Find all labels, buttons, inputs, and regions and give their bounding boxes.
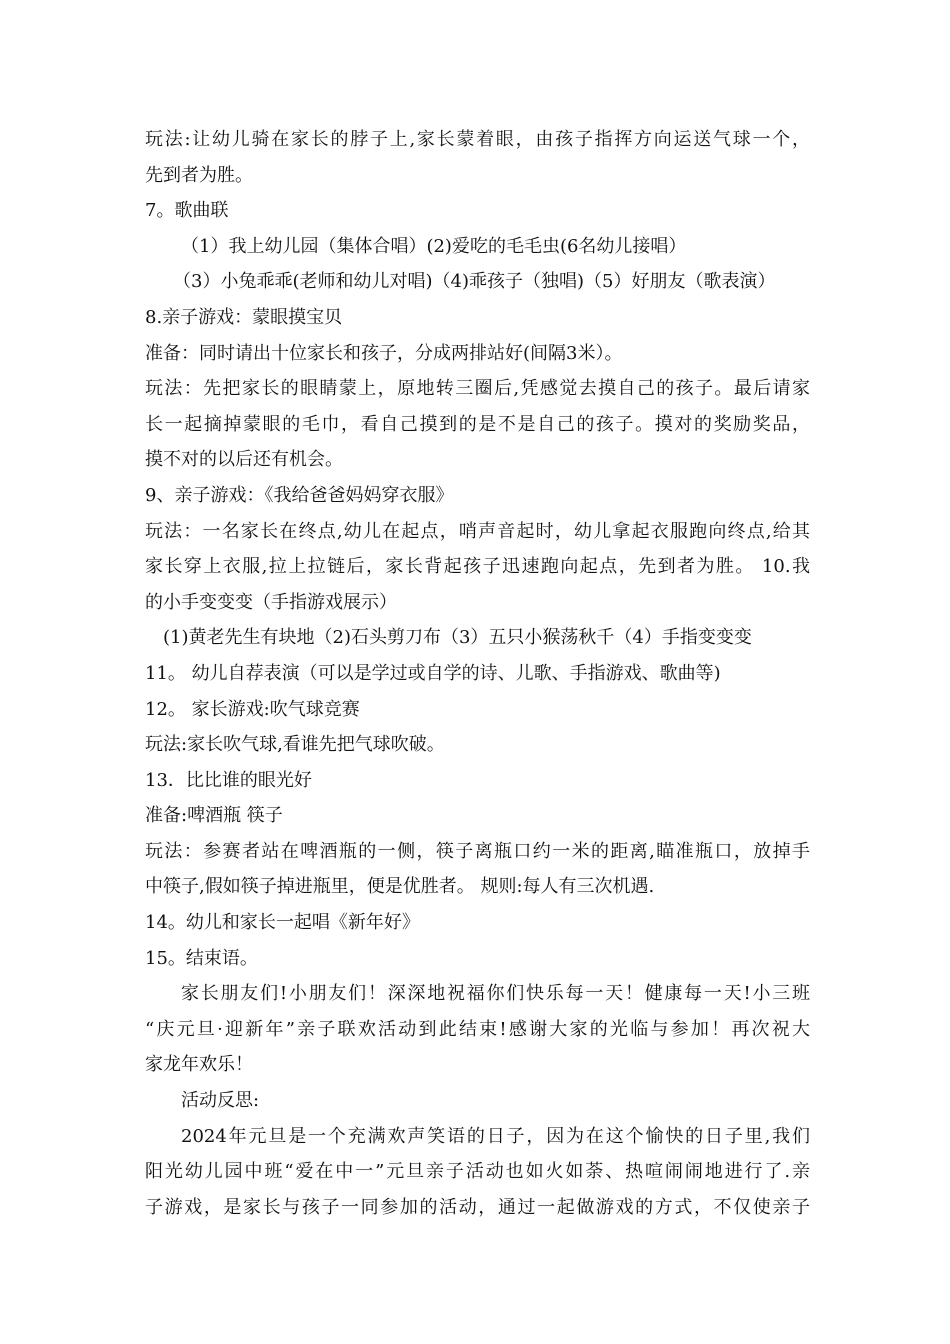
text-line: 长一起摘掉蒙眼的毛巾，看自己摸到的是不是自己的孩子。摸对的奖励奖品， (145, 413, 810, 435)
section-heading: 12。 家长游戏:吹气球竞赛 (145, 698, 360, 720)
text-line: 玩法:家长吹气球,看谁先把气球吹破。 (145, 734, 445, 756)
text-line: 中筷子,假如筷子掉进瓶里，便是优胜者。 规则:每人有三次机遇. (145, 876, 655, 898)
text-line: 家长朋友们!小朋友们！深深地祝福你们快乐每一天！健康每一天!小三班 (181, 983, 810, 1005)
text-line: （3）小兔乖乖(老师和幼儿对唱)（4)乖孩子（独唱)（5）好朋友（歌表演） (173, 271, 776, 293)
text-line: 玩法:让幼儿骑在家长的脖子上,家长蒙着眼，由孩子指挥方向运送气球一个， (145, 129, 810, 150)
text-line: 的小手变变变（手指游戏展示） (145, 591, 397, 613)
text-line: 玩法：一名家长在终点,幼儿在起点，哨声音起时，幼儿拿起衣服跑向终点,给其 (145, 520, 810, 542)
section-heading: 8.亲子游戏：蒙眼摸宝贝 (145, 306, 343, 328)
section-heading: 14。幼儿和家长一起唱《新年好》 (145, 912, 420, 934)
section-heading: 9、亲子游戏：《我给爸爸妈妈穿衣服》 (145, 484, 454, 506)
text-line: “庆元旦·迎新年”亲子联欢活动到此结束!感谢大家的光临与参加！再次祝大 (145, 1018, 810, 1040)
section-heading: 活动反思: (181, 1090, 260, 1112)
document-body (145, 122, 810, 1225)
text-line: (1)黄老先生有块地（2)石头剪刀布（3）五只小猴荡秋千（4）手指变变变 (163, 627, 752, 649)
text-line: 阳光幼儿园中班“爱在中一”元旦亲子活动也如火如荼、热喧闹闹地进行了.亲 (145, 1161, 810, 1183)
text-line: 子游戏，是家长与孩子一同参加的活动，通过一起做游戏的方式，不仅使亲子 (145, 1196, 810, 1218)
section-heading: 7。歌曲联 (145, 200, 229, 222)
text-line: （1）我上幼儿园（集体合唱）(2)爱吃的毛毛虫(6名幼儿接唱） (181, 235, 687, 257)
text-line: 先到者为胜。 (145, 164, 253, 186)
text-line: 准备：同时请出十位家长和孩子，分成两排站好(间隔3米）。 (145, 342, 623, 364)
text-line: 摸不对的以后还有机会。 (145, 449, 343, 471)
text-line: 家长穿上衣服,拉上拉链后，家长背起孩子迅速跑向起点，先到者为胜。 10.我 (145, 556, 810, 578)
text-line: 家龙年欢乐！ (145, 1054, 253, 1076)
text-line: 玩法：参赛者站在啤酒瓶的一侧，筷子离瓶口约一米的距离,瞄准瓶口，放掉手 (145, 840, 810, 862)
text-line: 2024年元旦是一个充满欢声笑语的日子，因为在这个愉快的日子里,我们 (181, 1125, 810, 1147)
text-line: 准备:啤酒瓶 筷子 (145, 805, 283, 827)
section-heading: 15。结束语。 (145, 947, 258, 969)
text-line: 玩法：先把家长的眼睛蒙上，原地转三圈后,凭感觉去摸自己的孩子。最后请家 (145, 378, 810, 400)
section-heading: 11。 幼儿自荐表演（可以是学过或自学的诗、儿歌、手指游戏、歌曲等) (145, 662, 721, 684)
section-heading: 13．比比谁的眼光好 (145, 769, 312, 791)
